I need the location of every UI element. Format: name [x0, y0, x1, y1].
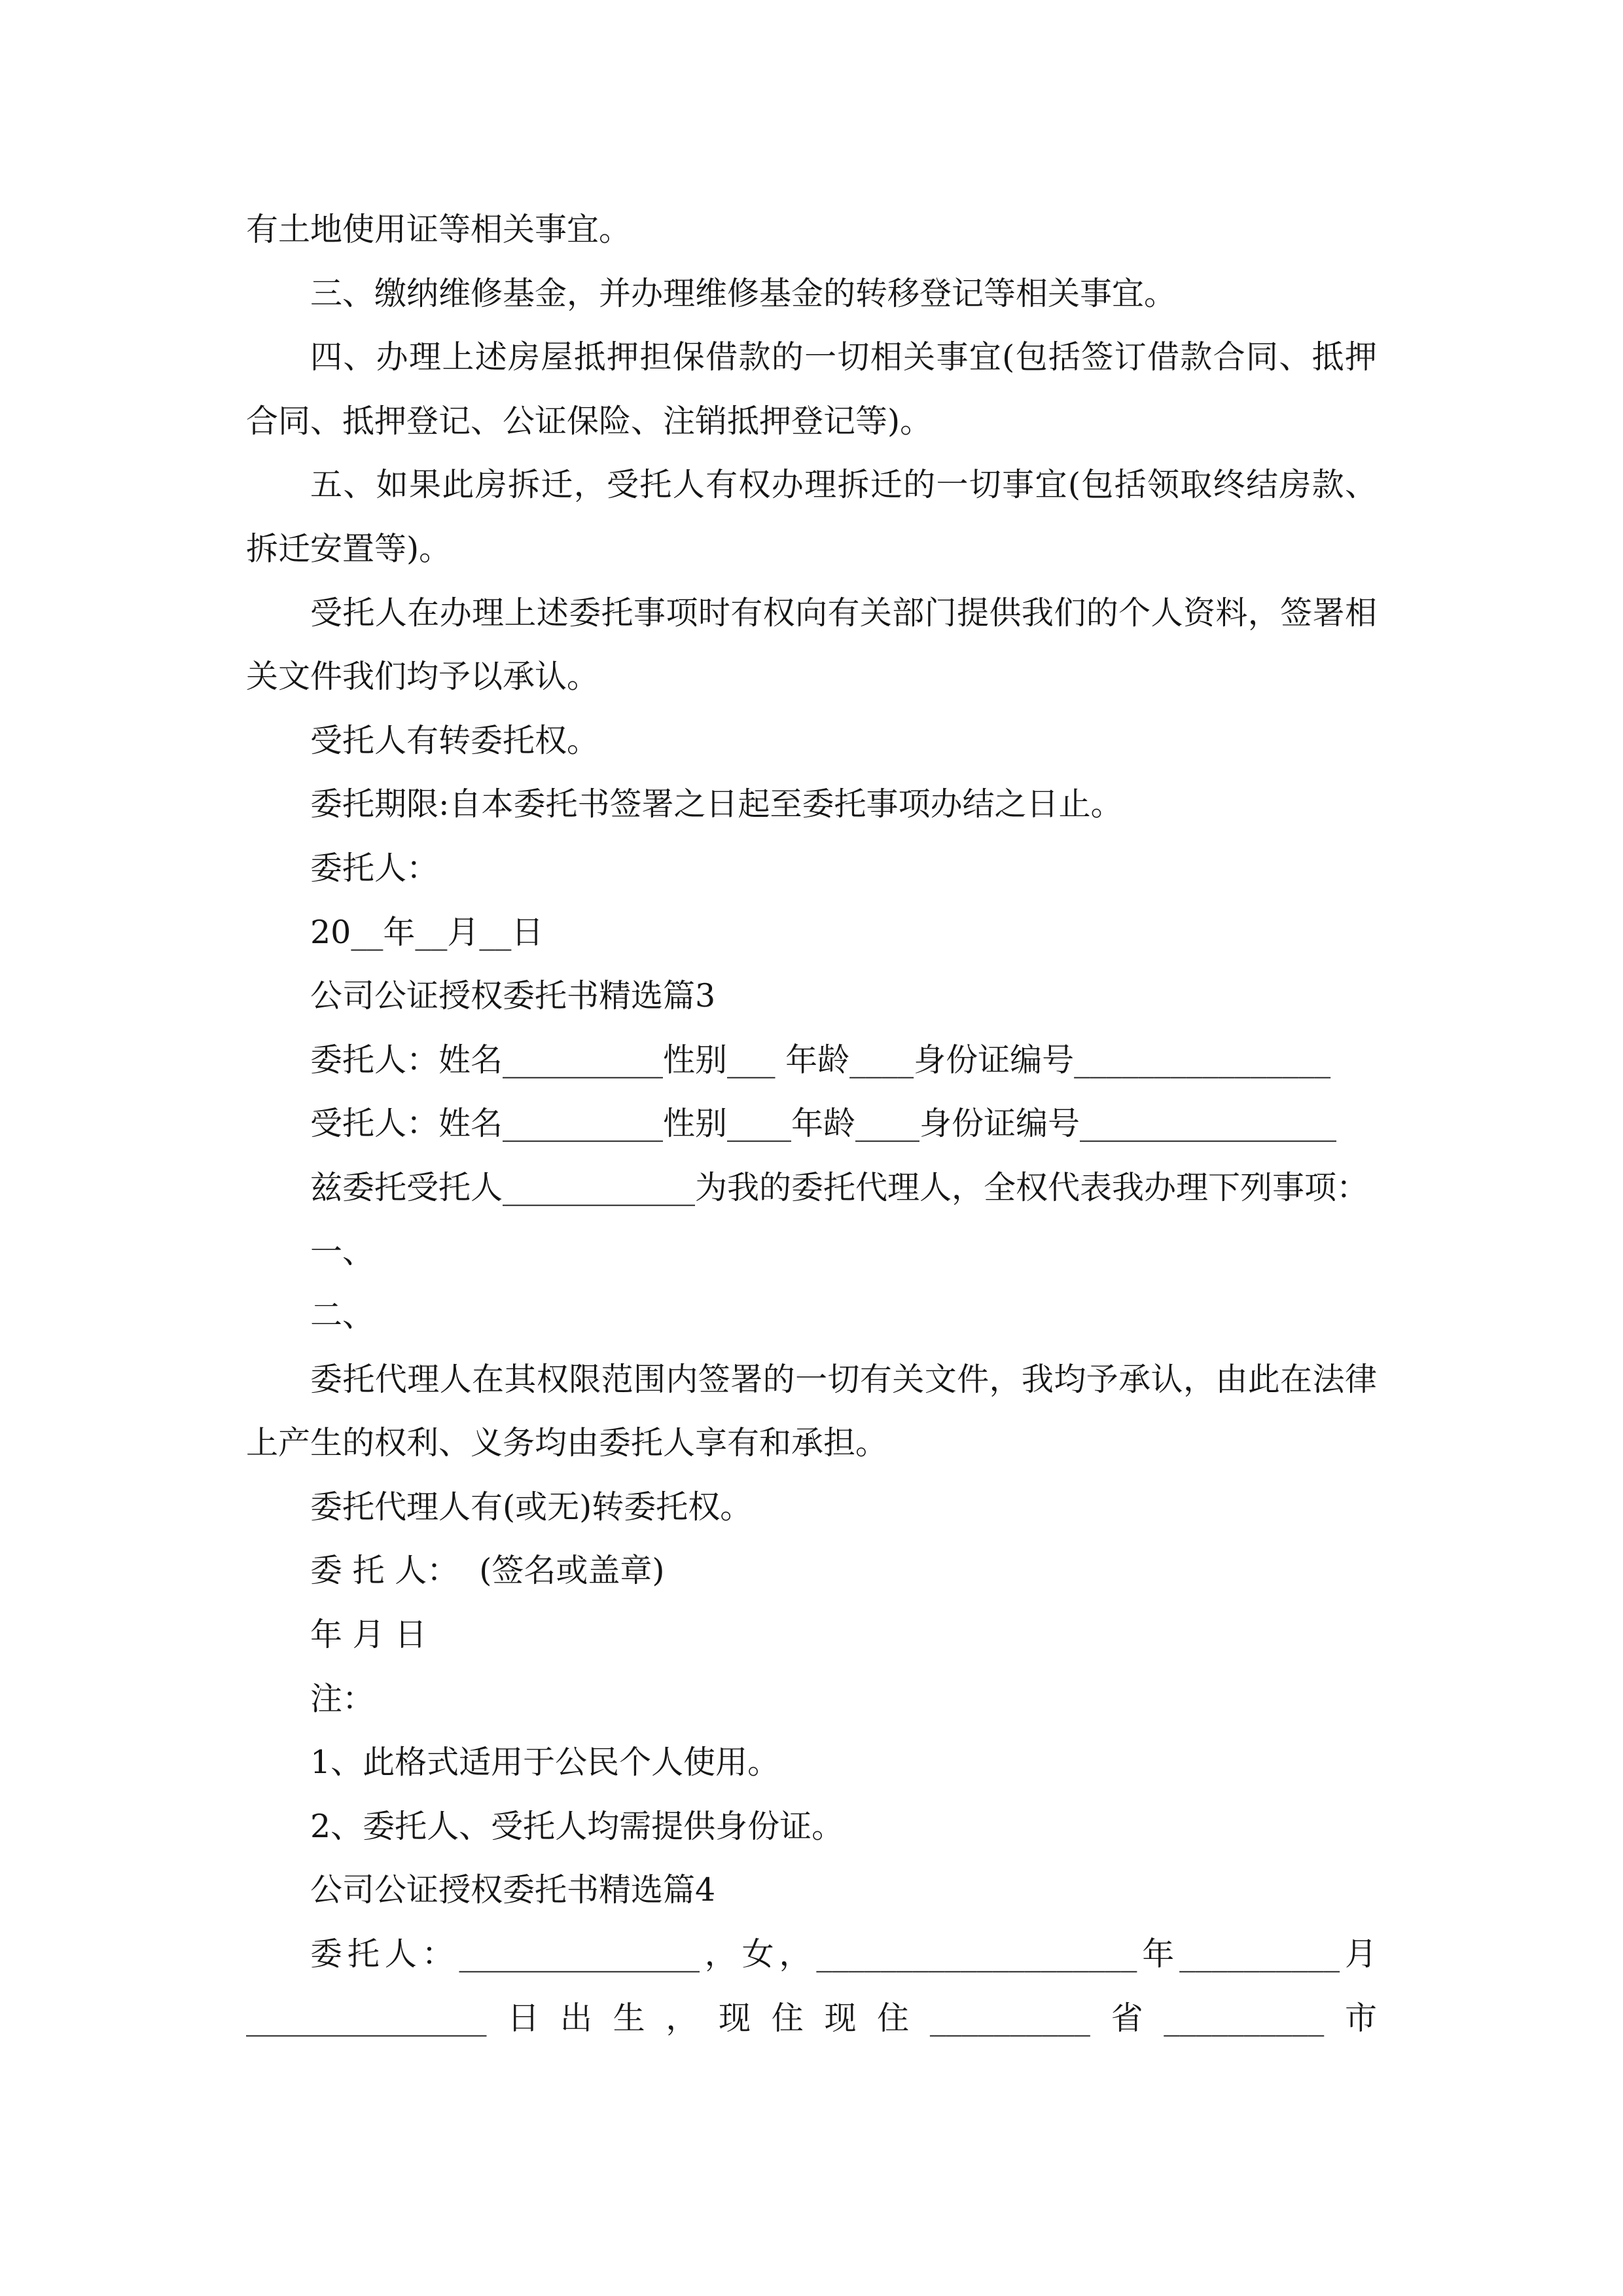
section3-appointment: 兹委托受托人____________为我的委托代理人，全权代表我办理下列事项：: [310, 1168, 1369, 1206]
section3-signature: 委 托 人： (签名或盖章): [310, 1552, 665, 1590]
disclosure-line-2: 关文件我们均予以承认。: [246, 658, 599, 696]
section3-matter-1: 一、: [310, 1232, 375, 1270]
section3-note-label: 注：: [310, 1679, 375, 1717]
item3-line: 三、缴纳维修基金，并办理维修基金的转移登记等相关事宜。: [310, 274, 1177, 312]
section3-note-2: 2、委托人、受托人均需提供身份证。: [310, 1807, 844, 1845]
section3-date: 年 月 日: [310, 1616, 427, 1654]
item5-line-2: 拆迁安置等)。: [246, 529, 452, 567]
section4-principal-line-1: 委托人：_______________，女，____________________年__________月: [310, 1935, 1377, 1973]
item4-line-1: 四、办理上述房屋抵押担保借款的一切相关事宜(包括签订借款合同、抵押: [310, 338, 1377, 376]
sub-delegation-line: 受托人有转委托权。: [310, 721, 599, 759]
document-body: [246, 198, 1377, 2050]
section3-note-1: 1、此格式适用于公民个人使用。: [310, 1744, 780, 1782]
section4-heading: 公司公证授权委托书精选篇4: [310, 1871, 716, 1909]
section4-principal-line-2: _______________日出生，现住现住__________省__________市: [246, 1999, 1377, 2037]
section3-sub-delegation: 委托代理人有(或无)转委托权。: [310, 1488, 753, 1526]
date-line: 20__年__月__日: [310, 913, 544, 951]
section3-agent-row: 受托人：姓名__________性别____年龄____身份证编号________________: [310, 1105, 1337, 1143]
item5-line-1: 五、如果此房拆迁，受托人有权办理拆迁的一切事宜(包括领取终结房款、: [310, 466, 1377, 504]
term-line: 委托期限:自本委托书签署之日起至委托事项办结之日止。: [310, 785, 1123, 823]
section3-acknowledgement-line-2: 上产生的权利、义务均由委托人享有和承担。: [246, 1424, 888, 1462]
principal-label: 委托人：: [310, 849, 439, 887]
section3-acknowledgement-line-1: 委托代理人在其权限范围内签署的一切有关文件，我均予承认，由此在法律: [310, 1360, 1377, 1398]
item2-tail-line: 有土地使用证等相关事宜。: [246, 211, 632, 248]
section3-principal-row: 委托人：姓名__________性别___ 年龄____身份证编号________________: [310, 1041, 1331, 1079]
disclosure-line-1: 受托人在办理上述委托事项时有权向有关部门提供我们的个人资料，签署相: [310, 594, 1377, 632]
section3-matter-2: 二、: [310, 1297, 375, 1335]
section3-heading: 公司公证授权委托书精选篇3: [310, 977, 716, 1015]
item4-line-2: 合同、抵押登记、公证保险、注销抵押登记等)。: [246, 402, 933, 440]
